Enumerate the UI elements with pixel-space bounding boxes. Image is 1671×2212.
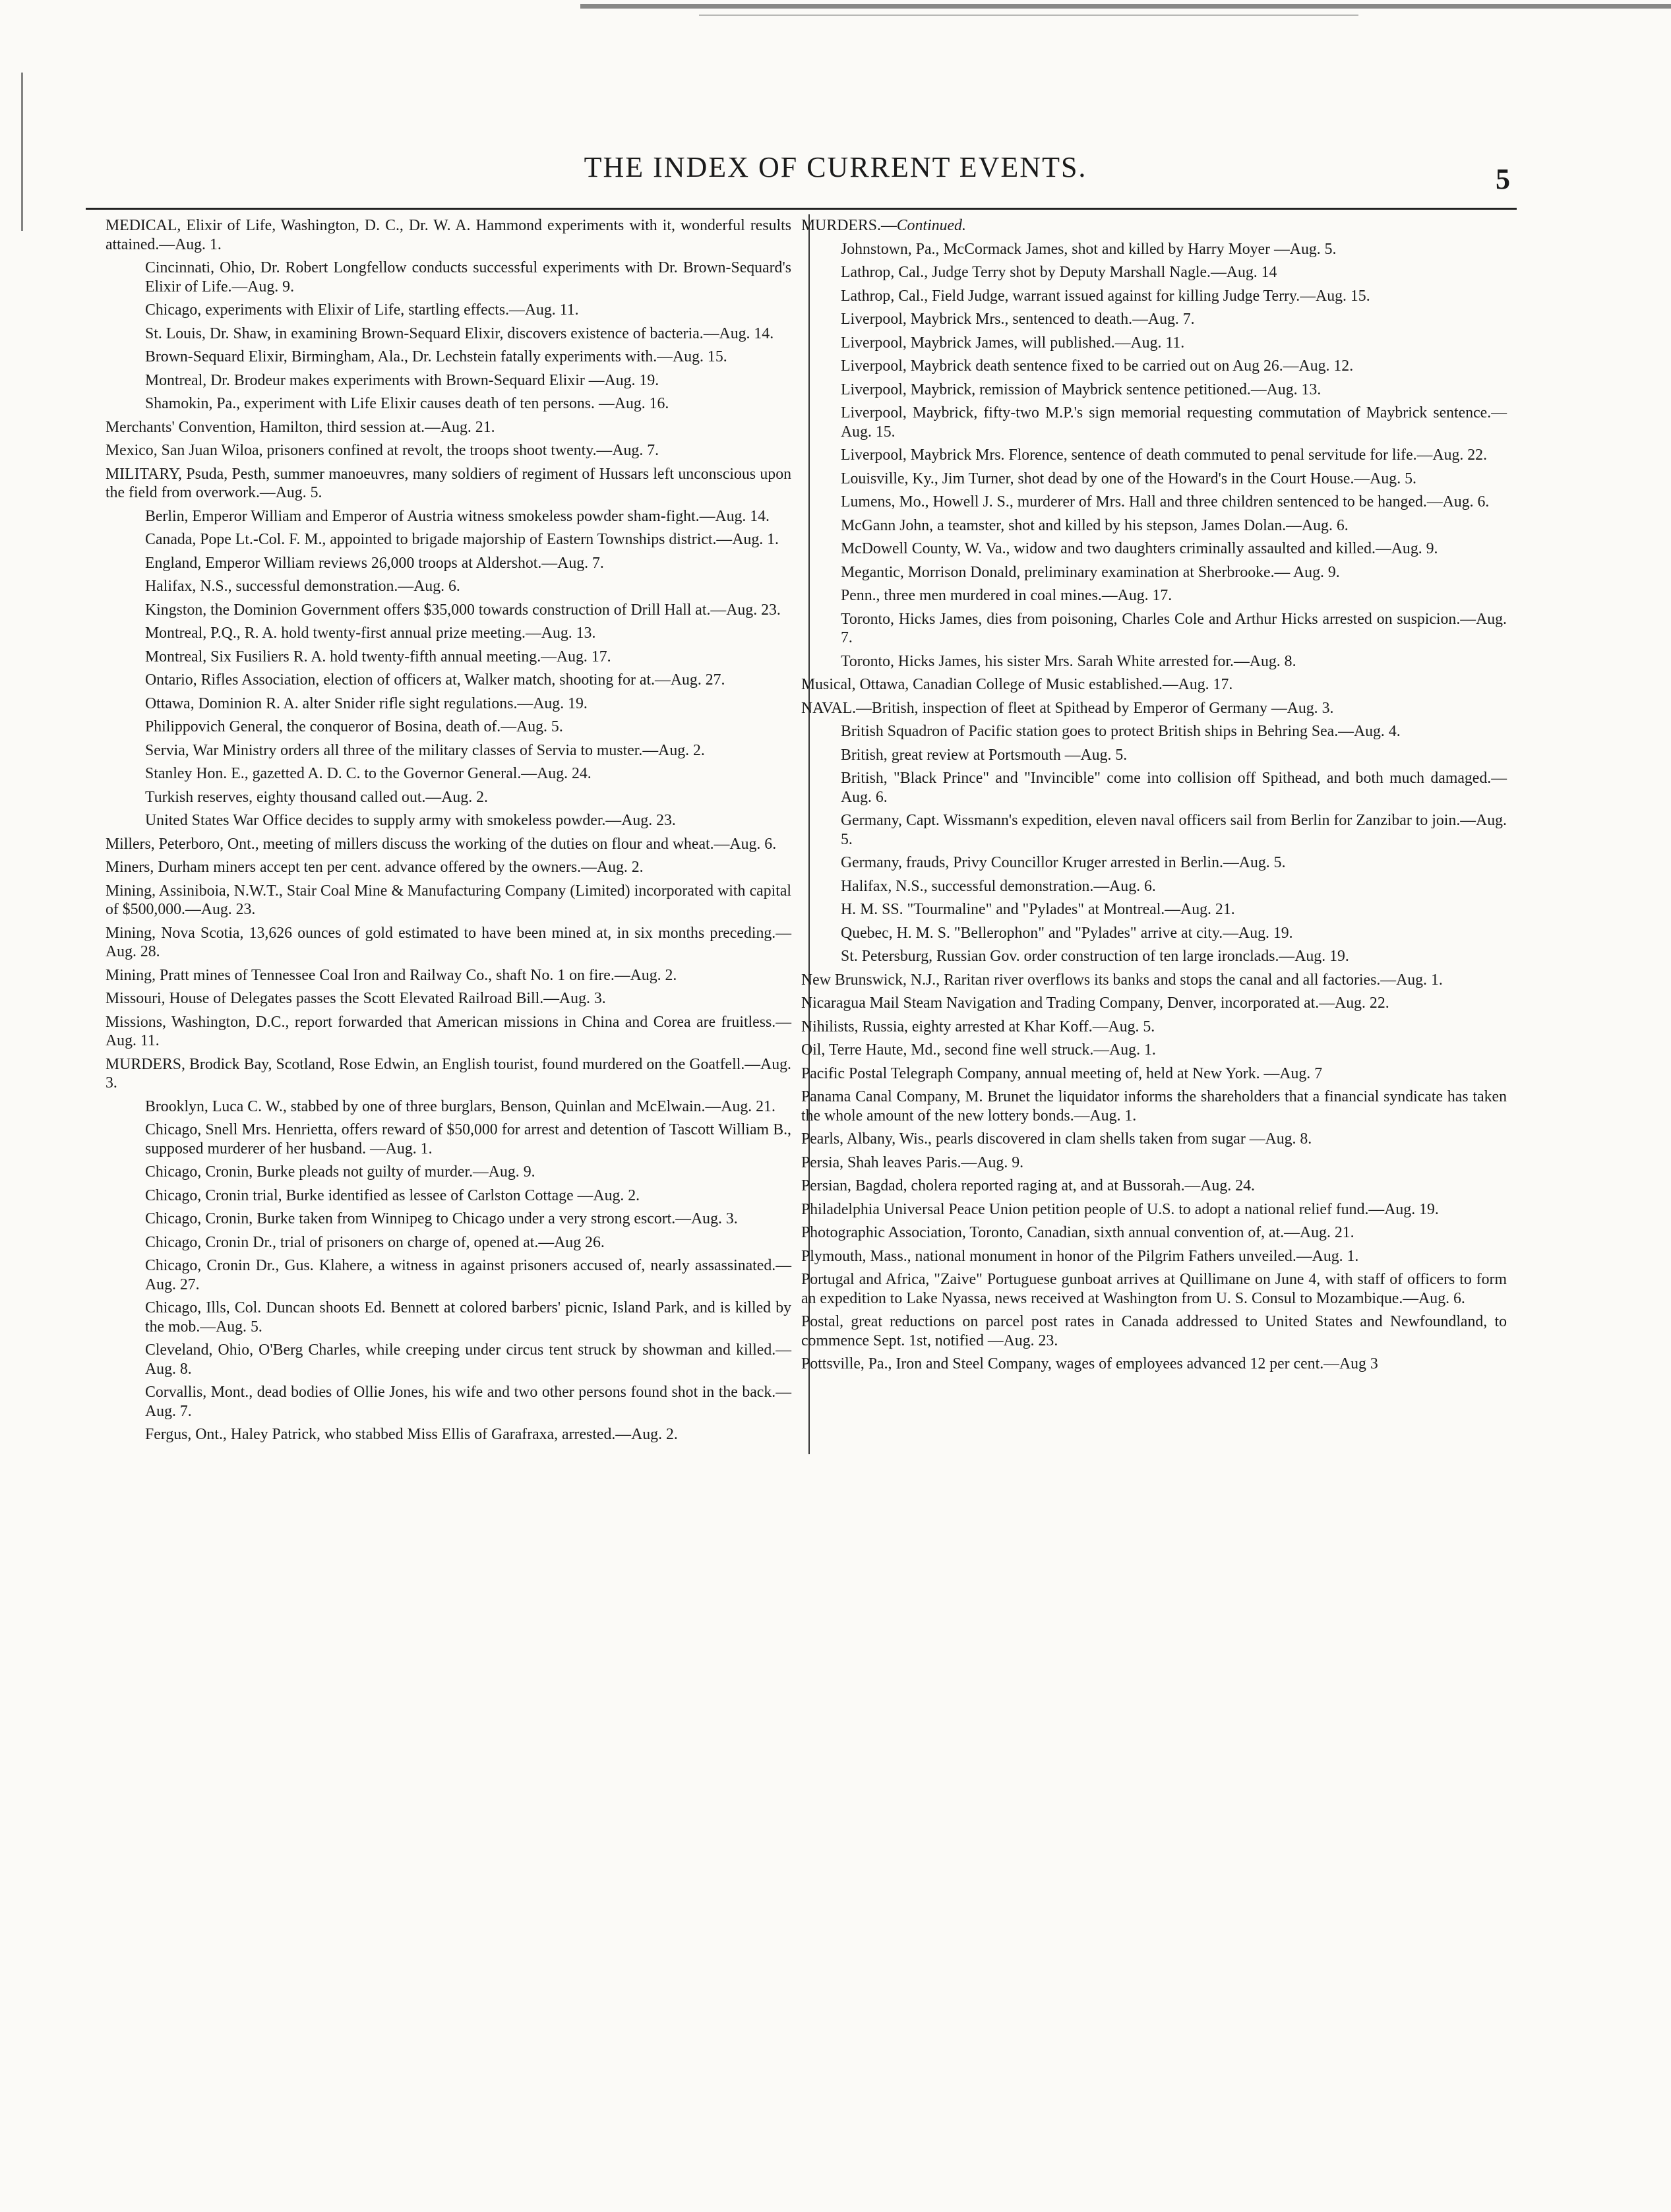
- index-sub-entry: Louisville, Ky., Jim Turner, shot dead by one of the Howard's in the Court House.—Aug. 5.: [841, 470, 1416, 487]
- index-sub-entry: Kingston, the Dominion Government offers $35,000 towards construction of Drill Hall at.—Aug. 23.: [145, 601, 781, 619]
- index-sub-entry: Chicago, Cronin Dr., Gus. Klahere, a witness in against prisoners accused of, nearly assassinated.—Aug. 27.: [145, 1257, 791, 1293]
- header-rule: [86, 208, 1517, 210]
- index-sub-entry: Chicago, Cronin, Burke pleads not guilty of murder.—Aug. 9.: [145, 1163, 535, 1181]
- index-sub-entry: Montreal, Dr. Brodeur makes experiments with Brown-Sequard Elixir —Aug. 19.: [145, 371, 659, 389]
- index-sub-entry: Fergus, Ont., Haley Patrick, who stabbed Miss Ellis of Garafraxa, arrested.—Aug. 2.: [145, 1426, 678, 1443]
- index-sub-entry: Cincinnati, Ohio, Dr. Robert Longfellow conducts successful experiments with Dr. Brown-Sequard's Elixir of Life.—Aug. 9.: [145, 259, 791, 295]
- index-sub-entry: Toronto, Hicks James, dies from poisoning, Charles Cole and Arthur Hicks arrested on suspicion.—Aug. 7.: [841, 610, 1507, 646]
- right-column-entries: [801, 240, 1507, 1374]
- index-sub-entry: St. Petersburg, Russian Gov. order construction of ten large ironclads.—Aug. 19.: [841, 948, 1349, 965]
- index-entry: MILITARY, Psuda, Pesth, summer manoeuvres, many soldiers of regiment of Hussars left unconscious upon the field from overwork.—Aug. 5.: [106, 465, 791, 501]
- right-column: [801, 216, 1507, 1378]
- index-entry: Mexico, San Juan Wiloa, prisoners confined at revolt, the troops shoot twenty.—Aug. 7.: [106, 442, 659, 459]
- index-entry: Persian, Bagdad, cholera reported raging at, and at Bussorah.—Aug. 24.: [801, 1177, 1255, 1194]
- index-sub-entry: St. Louis, Dr. Shaw, in examining Brown-Sequard Elixir, discovers existence of bacteria.—Aug. 14.: [145, 324, 774, 342]
- index-entry: Millers, Peterboro, Ont., meeting of millers discuss the working of the duties on flour and wheat.—Aug. 6.: [106, 835, 777, 853]
- page-title: THE INDEX OF CURRENT EVENTS.: [584, 151, 1087, 183]
- index-entry: New Brunswick, N.J., Raritan river overflows its banks and stops the canal and all factories.—Aug. 1.: [801, 971, 1443, 989]
- index-sub-entry: British, great review at Portsmouth —Aug. 5.: [841, 746, 1128, 764]
- continued-heading: [801, 216, 1507, 235]
- left-column: [106, 216, 791, 1449]
- index-entry: Oil, Terre Haute, Md., second fine well struck.—Aug. 1.: [801, 1041, 1156, 1059]
- index-sub-entry: Stanley Hon. E., gazetted A. D. C. to the Governor General.—Aug. 24.: [145, 765, 592, 782]
- page-number: 5: [1496, 163, 1510, 195]
- index-entry: Miners, Durham miners accept ten per cent. advance offered by the owners.—Aug. 2.: [106, 859, 644, 876]
- index-entry: MURDERS, Brodick Bay, Scotland, Rose Edwin, an English tourist, found murdered on the Goatfell.—Aug. 3.: [106, 1055, 791, 1091]
- index-sub-entry: Quebec, H. M. S. "Bellerophon" and "Pylades" arrive at city.—Aug. 19.: [841, 924, 1293, 942]
- index-sub-entry: McGann John, a teamster, shot and killed by his stepson, James Dolan.—Aug. 6.: [841, 516, 1349, 534]
- index-entry: Pearls, Albany, Wis., pearls discovered in clam shells taken from sugar —Aug. 8.: [801, 1130, 1312, 1148]
- index-sub-entry: Montreal, Six Fusiliers R. A. hold twenty-fifth annual meeting.—Aug. 17.: [145, 648, 611, 665]
- index-sub-entry: Cleveland, Ohio, O'Berg Charles, while creeping under circus tent struck by showman and killed.—Aug. 8.: [145, 1341, 791, 1378]
- index-sub-entry: Germany, Capt. Wissmann's expedition, eleven naval officers sail from Berlin for Zanzibar to join.—Aug. 5.: [841, 812, 1507, 848]
- index-entry: Nihilists, Russia, eighty arrested at Khar Koff.—Aug. 5.: [801, 1018, 1155, 1035]
- index-sub-entry: Ontario, Rifles Association, election of officers at, Walker match, shooting for at.—Aug. 27.: [145, 671, 725, 689]
- index-sub-entry: Berlin, Emperor William and Emperor of Austria witness smokeless powder sham-fight.—Aug. 14.: [145, 507, 770, 525]
- index-sub-entry: British Squadron of Pacific station goes to protect British ships in Behring Sea.—Aug. 4.: [841, 723, 1401, 740]
- continued-label: Continued.: [896, 217, 966, 234]
- index-entry: Mining, Nova Scotia, 13,626 ounces of gold estimated to have been mined at, in six months preceding.—Aug. 28.: [106, 924, 791, 960]
- index-entry: Missions, Washington, D.C., report forwarded that American missions in China and Corea are fruitless.—Aug. 11.: [106, 1013, 791, 1049]
- index-sub-entry: Johnstown, Pa., McCormack James, shot and killed by Harry Moyer —Aug. 5.: [841, 240, 1337, 258]
- index-sub-entry: England, Emperor William reviews 26,000 troops at Aldershot.—Aug. 7.: [145, 554, 604, 572]
- index-sub-entry: Brown-Sequard Elixir, Birmingham, Ala., Dr. Lechstein fatally experiments with.—Aug. 15.: [145, 348, 727, 365]
- index-sub-entry: Chicago, Ills, Col. Duncan shoots Ed. Bennett at colored barbers' picnic, Island Park, and is killed by the mob.—Aug. 5.: [145, 1299, 791, 1336]
- index-entry: Mining, Pratt mines of Tennessee Coal Iron and Railway Co., shaft No. 1 on fire.—Aug. 2.: [106, 966, 677, 984]
- index-sub-entry: Chicago, Snell Mrs. Henrietta, offers reward of $50,000 for arrest and detention of Tascott William B., supposed murderer of her husband. —Aug. 1.: [145, 1121, 791, 1157]
- index-sub-entry: Montreal, P.Q., R. A. hold twenty-first annual prize meeting.—Aug. 13.: [145, 625, 596, 642]
- index-sub-entry: Liverpool, Maybrick Mrs. Florence, sentence of death commuted to penal servitude for life.—Aug. 22.: [841, 446, 1488, 464]
- index-entry: Nicaragua Mail Steam Navigation and Trading Company, Denver, incorporated at.—Aug. 22.: [801, 995, 1389, 1012]
- index-sub-entry: Servia, War Ministry orders all three of the military classes of Servia to muster.—Aug. 2.: [145, 741, 705, 759]
- index-sub-entry: Toronto, Hicks James, his sister Mrs. Sarah White arrested for.—Aug. 8.: [841, 652, 1296, 670]
- index-sub-entry: Chicago, Cronin Dr., trial of prisoners on charge of, opened at.—Aug 26.: [145, 1233, 605, 1251]
- index-entry: Mining, Assiniboia, N.W.T., Stair Coal Mine & Manufacturing Company (Limited) incorporated with capital of $500,000.—Aug. 23.: [106, 882, 791, 918]
- index-entry: NAVAL.—British, inspection of fleet at Spithead by Emperor of Germany —Aug. 3.: [801, 699, 1334, 717]
- index-sub-entry: Turkish reserves, eighty thousand called out.—Aug. 2.: [145, 788, 488, 806]
- index-entry: Postal, great reductions on parcel post rates in Canada addressed to United States and Newfoundland, to commence Sept. 1st, notified —Aug. 23.: [801, 1313, 1507, 1349]
- index-sub-entry: Canada, Pope Lt.-Col. F. M., appointed to brigade majorship of Eastern Townships district.—Aug. 1.: [145, 531, 779, 548]
- index-sub-entry: Chicago, experiments with Elixir of Life, startling effects.—Aug. 11.: [145, 301, 579, 319]
- index-sub-entry: Germany, frauds, Privy Councillor Kruger arrested in Berlin.—Aug. 5.: [841, 854, 1286, 871]
- index-sub-entry: Megantic, Morrison Donald, preliminary examination at Sherbrooke.— Aug. 9.: [841, 563, 1340, 581]
- index-entry: MEDICAL, Elixir of Life, Washington, D. C., Dr. W. A. Hammond experiments with it, wonderful results attained.—Aug. 1.: [106, 217, 791, 253]
- index-sub-entry: McDowell County, W. Va., widow and two daughters criminally assaulted and killed.—Aug. 9.: [841, 540, 1438, 557]
- index-entry: Merchants' Convention, Hamilton, third session at.—Aug. 21.: [106, 418, 495, 436]
- index-sub-entry: Lathrop, Cal., Judge Terry shot by Deputy Marshall Nagle.—Aug. 14: [841, 264, 1277, 281]
- index-sub-entry: Ottawa, Dominion R. A. alter Snider rifle sight regulations.—Aug. 19.: [145, 694, 588, 712]
- index-entry: Portugal and Africa, "Zaive" Portuguese gunboat arrives at Quillimane on June 4, with staff of officers to form an expedition to Lake Nyassa, news received at Washington from U. S. Consul to Mozambique.—Aug. 6.: [801, 1271, 1507, 1307]
- index-sub-entry: Penn., three men murdered in coal mines.—Aug. 17.: [841, 587, 1172, 604]
- continued-heading-title: MURDERS.—: [801, 217, 897, 234]
- index-sub-entry: Liverpool, Maybrick, remission of Maybrick sentence petitioned.—Aug. 13.: [841, 381, 1322, 398]
- index-entry: Missouri, House of Delegates passes the Scott Elevated Railroad Bill.—Aug. 3.: [106, 990, 606, 1007]
- index-entry: Pottsville, Pa., Iron and Steel Company, wages of employees advanced 12 per cent.—Aug 3: [801, 1355, 1378, 1372]
- index-sub-entry: United States War Office decides to supply army with smokeless powder.—Aug. 23.: [145, 812, 676, 829]
- index-entry: Philadelphia Universal Peace Union petition people of U.S. to adopt a national relief fund.—Aug. 19.: [801, 1200, 1439, 1218]
- index-sub-entry: H. M. SS. "Tourmaline" and "Pylades" at Montreal.—Aug. 21.: [841, 901, 1235, 918]
- index-sub-entry: Liverpool, Maybrick Mrs., sentenced to death.—Aug. 7.: [841, 311, 1195, 328]
- index-sub-entry: Lumens, Mo., Howell J. S., murderer of Mrs. Hall and three children sentenced to be hanged.—Aug. 6.: [841, 493, 1490, 510]
- index-sub-entry: Liverpool, Maybrick death sentence fixed to be carried out on Aug 26.—Aug. 12.: [841, 357, 1354, 375]
- index-sub-entry: Halifax, N.S., successful demonstration.—Aug. 6.: [841, 877, 1156, 895]
- index-entry: Musical, Ottawa, Canadian College of Music established.—Aug. 17.: [801, 676, 1233, 693]
- top-border-rule: [580, 4, 1671, 9]
- index-sub-entry: Corvallis, Mont., dead bodies of Ollie Jones, his wife and two other persons found shot in the back.—Aug. 7.: [145, 1384, 791, 1420]
- index-sub-entry: Brooklyn, Luca C. W., stabbed by one of three burglars, Benson, Quinlan and McElwain.—Aug. 21.: [145, 1097, 775, 1115]
- index-entry: Pacific Postal Telegraph Company, annual meeting of, held at New York. —Aug. 7: [801, 1064, 1323, 1082]
- index-sub-entry: Liverpool, Maybrick James, will published.—Aug. 11.: [841, 334, 1185, 352]
- top-border-rule-thin: [699, 15, 1358, 16]
- index-sub-entry: British, "Black Prince" and "Invincible" come into collision off Spithead, and both much damaged.—Aug. 6.: [841, 770, 1507, 806]
- index-sub-entry: Lathrop, Cal., Field Judge, warrant issued against for killing Judge Terry.—Aug. 15.: [841, 287, 1370, 305]
- index-entry: Persia, Shah leaves Paris.—Aug. 9.: [801, 1153, 1024, 1171]
- index-sub-entry: Chicago, Cronin trial, Burke identified as lessee of Carlston Cottage —Aug. 2.: [145, 1186, 640, 1204]
- index-sub-entry: Philippovich General, the conqueror of Bosina, death of.—Aug. 5.: [145, 718, 563, 735]
- index-entry: Photographic Association, Toronto, Canadian, sixth annual convention of, at.—Aug. 21.: [801, 1224, 1354, 1241]
- index-sub-entry: Liverpool, Maybrick, fifty-two M.P.'s sign memorial requesting commutation of Maybrick sentence.—Aug. 15.: [841, 404, 1507, 441]
- index-sub-entry: Shamokin, Pa., experiment with Life Elixir causes death of ten persons. —Aug. 16.: [145, 395, 669, 412]
- index-entry: Panama Canal Company, M. Brunet the liquidator informs the shareholders that a financial syndicate has taken the whole amount of the new lottery bonds.—Aug. 1.: [801, 1088, 1507, 1124]
- index-entry: Plymouth, Mass., national monument in honor of the Pilgrim Fathers unveiled.—Aug. 1.: [801, 1247, 1359, 1265]
- index-sub-entry: Halifax, N.S., successful demonstration.—Aug. 6.: [145, 578, 460, 595]
- index-sub-entry: Chicago, Cronin, Burke taken from Winnipeg to Chicago under a very strong escort.—Aug. 3.: [145, 1210, 738, 1227]
